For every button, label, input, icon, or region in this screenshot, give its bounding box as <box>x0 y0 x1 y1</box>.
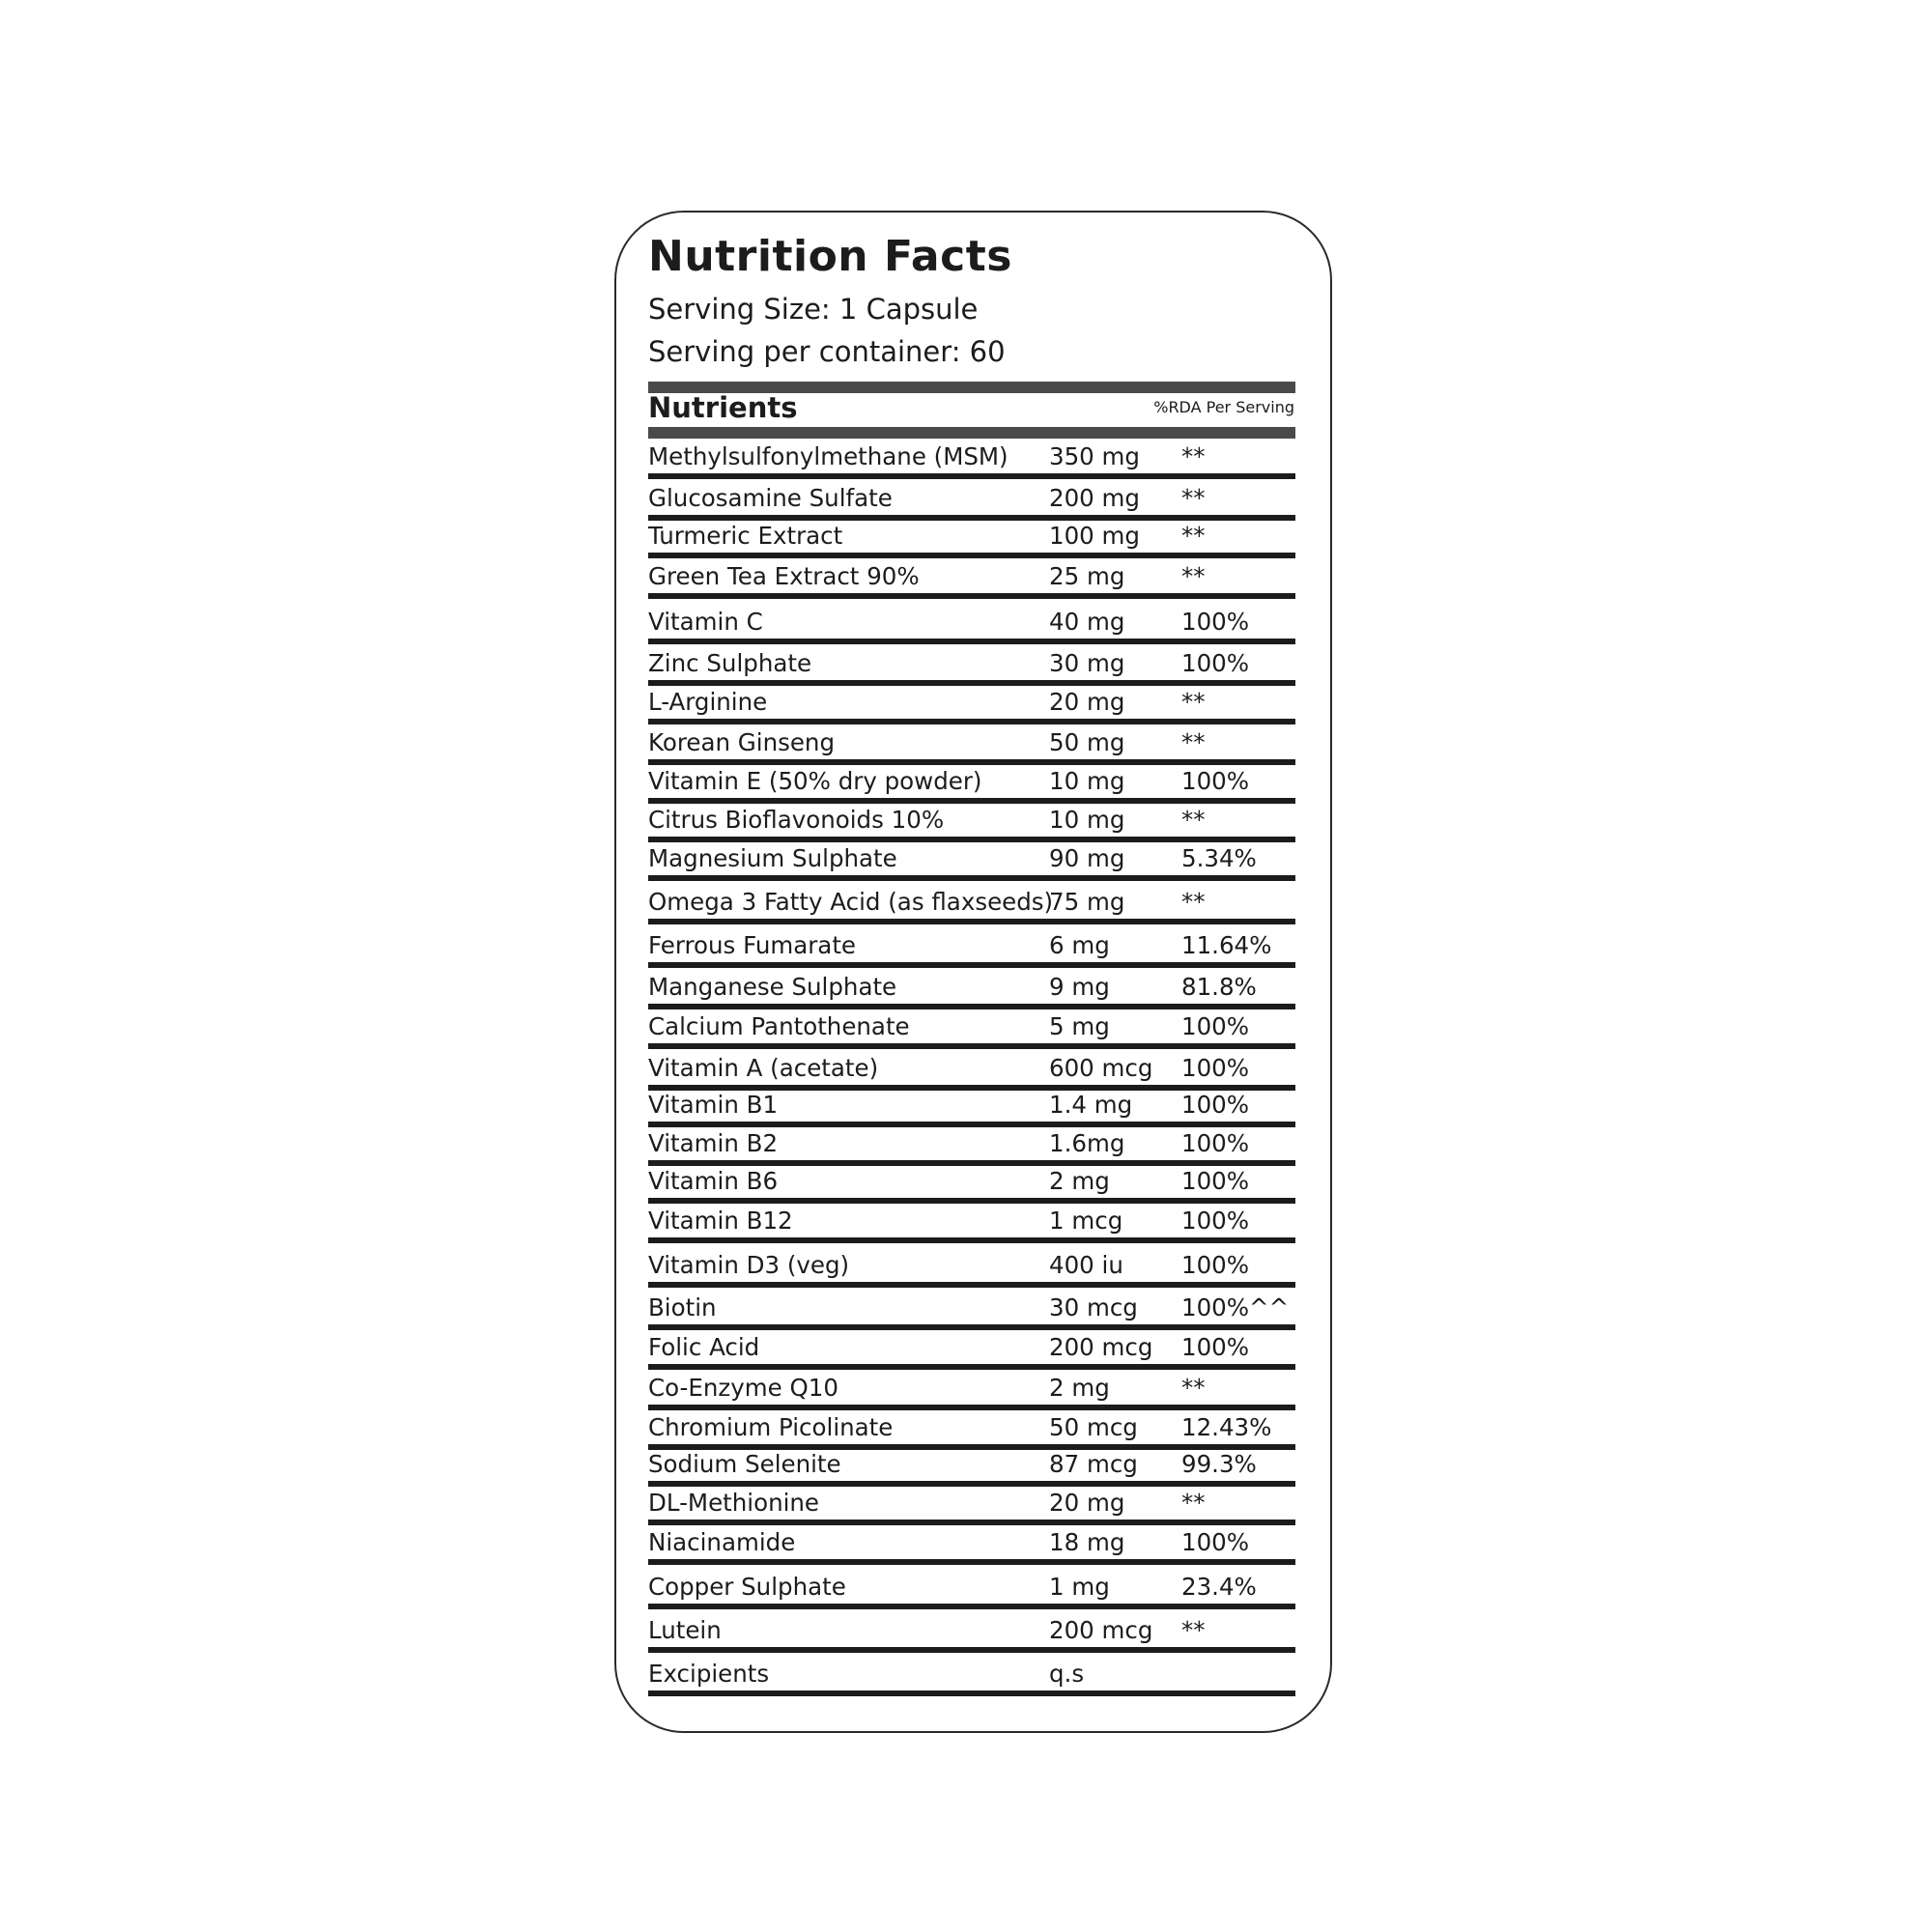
nutrient-name: Vitamin B6 <box>648 1167 779 1195</box>
nutrient-rda: ** <box>1181 484 1206 512</box>
nutrient-row <box>648 1565 1295 1609</box>
nutrient-amount: 6 mg <box>1049 931 1110 959</box>
nutrient-rda: 100% <box>1181 1333 1250 1361</box>
nutrient-name: Turmeric Extract <box>648 522 843 550</box>
nutrient-name: Chromium Picolinate <box>648 1413 894 1441</box>
nutrient-amount: 200 mcg <box>1049 1616 1153 1644</box>
nutrient-name: L-Arginine <box>648 688 768 716</box>
nutrient-name: Vitamin C <box>648 608 763 636</box>
nutrient-amount: 40 mg <box>1049 608 1125 636</box>
nutrient-rda: 100%^^ <box>1181 1293 1290 1321</box>
nutrient-name: Sodium Selenite <box>648 1450 841 1478</box>
nutrient-row <box>648 1609 1295 1653</box>
nutrient-amount: 400 iu <box>1049 1251 1123 1279</box>
nutrient-name: Vitamin B12 <box>648 1207 793 1235</box>
nutrient-rda: 81.8% <box>1181 973 1257 1001</box>
nutrient-row <box>648 1330 1295 1370</box>
nutrient-row <box>648 521 1295 558</box>
nutrient-row <box>648 599 1295 644</box>
nutrient-rda: ** <box>1181 1489 1206 1517</box>
nutrient-amount: 50 mcg <box>1049 1413 1138 1441</box>
nutrient-amount: 200 mg <box>1049 484 1140 512</box>
nutrient-amount: 10 mg <box>1049 806 1125 834</box>
nutrient-amount: 1 mg <box>1049 1573 1110 1601</box>
nutrient-name: Co-Enzyme Q10 <box>648 1374 838 1402</box>
nutrient-amount: 20 mg <box>1049 1489 1125 1517</box>
nutrient-amount: 100 mg <box>1049 522 1140 550</box>
nutrient-rda: 100% <box>1181 649 1250 677</box>
nutrient-rda: 100% <box>1181 1012 1250 1040</box>
nutrient-row <box>648 724 1295 765</box>
nutrient-rda: 23.4% <box>1181 1573 1257 1601</box>
nutrient-row <box>648 1525 1295 1565</box>
nutrient-name: Vitamin E (50% dry powder) <box>648 767 982 795</box>
label-title: Nutrition Facts <box>648 232 1012 281</box>
servings-per-container: Serving per container: 60 <box>648 335 1006 368</box>
nutrient-row <box>648 968 1295 1009</box>
nutrient-rda: ** <box>1181 888 1206 916</box>
nutrient-row <box>648 1410 1295 1450</box>
nutrient-name: DL-Methionine <box>648 1489 820 1517</box>
nutrient-rda: 100% <box>1181 767 1250 795</box>
nutrient-name: Vitamin D3 (veg) <box>648 1251 850 1279</box>
nutrient-rda: ** <box>1181 688 1206 716</box>
nutrient-name: Lutein <box>648 1616 722 1644</box>
nutrient-row <box>648 1370 1295 1410</box>
nutrient-row <box>648 1243 1295 1288</box>
nutrient-rda: 100% <box>1181 1207 1250 1235</box>
nutrient-amount: 9 mg <box>1049 973 1110 1001</box>
nutrient-rda: 100% <box>1181 1054 1250 1082</box>
nutrient-amount: 75 mg <box>1049 888 1125 916</box>
header-divider-bottom <box>648 427 1295 439</box>
nutrient-name: Omega 3 Fatty Acid (as flaxseeds) <box>648 888 1054 916</box>
nutrient-amount: 2 mg <box>1049 1167 1110 1195</box>
nutrient-rda: 11.64% <box>1181 931 1272 959</box>
nutrient-row <box>648 924 1295 968</box>
nutrient-rda: 100% <box>1181 608 1250 636</box>
nutrient-rda: 100% <box>1181 1091 1250 1119</box>
nutrient-row <box>648 644 1295 686</box>
nutrient-rda: ** <box>1181 522 1206 550</box>
nutrient-amount: 90 mg <box>1049 844 1125 872</box>
nutrient-name: Magnesium Sulphate <box>648 844 897 872</box>
nutrient-row <box>648 1127 1295 1166</box>
nutrient-amount: 25 mg <box>1049 562 1125 590</box>
nutrient-amount: 2 mg <box>1049 1374 1110 1402</box>
nutrient-amount: 600 mcg <box>1049 1054 1153 1082</box>
serving-size: Serving Size: 1 Capsule <box>648 293 979 326</box>
nutrient-rda: 12.43% <box>1181 1413 1272 1441</box>
nutrient-name: Folic Acid <box>648 1333 760 1361</box>
nutrient-name: Vitamin A (acetate) <box>648 1054 879 1082</box>
nutrient-rda: ** <box>1181 1616 1206 1644</box>
nutrient-rda: ** <box>1181 806 1206 834</box>
nutrients-header: Nutrients <box>648 391 798 424</box>
nutrient-rda: 100% <box>1181 1129 1250 1157</box>
nutrient-amount: q.s <box>1049 1660 1085 1688</box>
nutrient-name: Korean Ginseng <box>648 728 836 756</box>
nutrient-amount: 30 mg <box>1049 649 1125 677</box>
nutrient-amount: 200 mcg <box>1049 1333 1153 1361</box>
nutrient-row <box>648 765 1295 804</box>
nutrient-name: Niacinamide <box>648 1528 796 1556</box>
nutrient-rda: 100% <box>1181 1251 1250 1279</box>
nutrient-name: Biotin <box>648 1293 717 1321</box>
nutrient-name: Green Tea Extract 90% <box>648 562 920 590</box>
nutrient-rda: ** <box>1181 1374 1206 1402</box>
nutrient-row <box>648 479 1295 521</box>
nutrient-rda: 100% <box>1181 1528 1250 1556</box>
nutrient-row <box>648 1653 1295 1696</box>
nutrient-name: Vitamin B2 <box>648 1129 779 1157</box>
nutrient-amount: 18 mg <box>1049 1528 1125 1556</box>
nutrient-rda: 99.3% <box>1181 1450 1257 1478</box>
nutrient-name: Calcium Pantothenate <box>648 1012 910 1040</box>
nutrient-rda: ** <box>1181 728 1206 756</box>
nutrient-rda: ** <box>1181 562 1206 590</box>
nutrient-row <box>648 1091 1295 1127</box>
nutrient-amount: 350 mg <box>1049 442 1140 470</box>
nutrient-name: Copper Sulphate <box>648 1573 846 1601</box>
nutrient-amount: 30 mcg <box>1049 1293 1138 1321</box>
nutrient-row <box>648 686 1295 724</box>
nutrient-table <box>648 439 1295 1696</box>
nutrient-amount: 87 mcg <box>1049 1450 1138 1478</box>
nutrient-rda: 5.34% <box>1181 844 1257 872</box>
nutrient-name: Vitamin B1 <box>648 1091 779 1119</box>
nutrient-row <box>648 439 1295 479</box>
nutrient-amount: 10 mg <box>1049 767 1125 795</box>
nutrient-name: Citrus Bioflavonoids 10% <box>648 806 945 834</box>
nutrient-row <box>648 1450 1295 1487</box>
nutrient-amount: 1 mcg <box>1049 1207 1123 1235</box>
nutrient-row <box>648 1204 1295 1243</box>
nutrient-row <box>648 804 1295 842</box>
nutrient-amount: 1.6mg <box>1049 1129 1125 1157</box>
nutrient-name: Zinc Sulphate <box>648 649 812 677</box>
nutrient-amount: 1.4 mg <box>1049 1091 1133 1119</box>
nutrient-row <box>648 881 1295 924</box>
nutrient-row <box>648 558 1295 599</box>
nutrient-name: Manganese Sulphate <box>648 973 897 1001</box>
nutrient-row <box>648 1487 1295 1525</box>
nutrient-rda: ** <box>1181 442 1206 470</box>
nutrient-rda: 100% <box>1181 1167 1250 1195</box>
nutrient-name: Methylsulfonylmethane (MSM) <box>648 442 1009 470</box>
nutrient-row <box>648 842 1295 881</box>
rda-header: %RDA Per Serving <box>1153 398 1294 416</box>
nutrient-name: Glucosamine Sulfate <box>648 484 893 512</box>
nutrient-row <box>648 1009 1295 1049</box>
nutrient-amount: 5 mg <box>1049 1012 1110 1040</box>
nutrient-amount: 20 mg <box>1049 688 1125 716</box>
nutrient-row <box>648 1288 1295 1330</box>
nutrient-amount: 50 mg <box>1049 728 1125 756</box>
nutrient-row <box>648 1049 1295 1091</box>
nutrient-name: Ferrous Fumarate <box>648 931 856 959</box>
nutrient-name: Excipients <box>648 1660 770 1688</box>
nutrient-row <box>648 1166 1295 1204</box>
